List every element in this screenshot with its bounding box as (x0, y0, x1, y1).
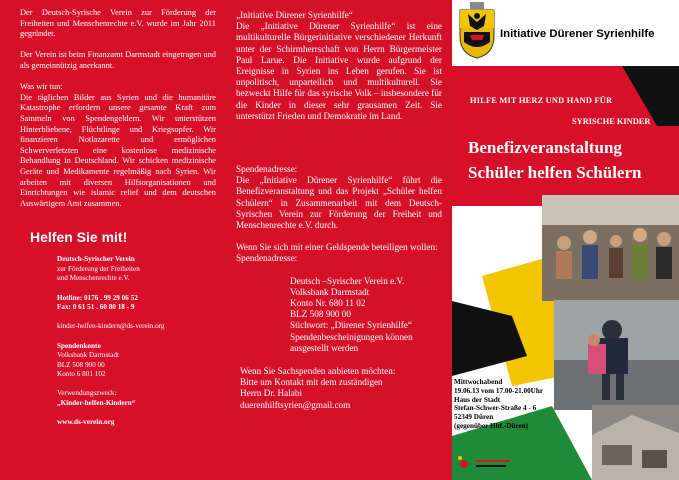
hotline: Hotline: 0176 . 99 29 06 52 (57, 293, 138, 302)
info-line: Mittwochabend (454, 378, 503, 386)
account-heading: Spendenkonto (57, 341, 101, 350)
address-line: Stichwort: „Dürener Syrienhilfe“ (290, 320, 412, 331)
info-line: Haus der Stadt (454, 395, 501, 404)
camp-photo (592, 405, 679, 480)
initiative-heading: „Initiative Dürener Syrienhilfe“ (236, 10, 353, 20)
cover-banner-shape (452, 66, 679, 206)
what-heading: Was wir tun: (20, 82, 63, 92)
contact-block (20, 255, 216, 427)
slogan-line-2: SYRISCHE KINDER (572, 117, 651, 126)
cover-panel (452, 0, 679, 480)
material-line: Wenn Sie Sachspenden anbieten möchten: (240, 366, 396, 377)
address-line: ausgestellt werden (290, 342, 359, 353)
coat-of-arms-icon (456, 2, 498, 60)
children-photo (542, 195, 679, 301)
what-we-do (20, 82, 216, 209)
donation-heading: Spendenadresse: (236, 164, 298, 175)
org-sub-2: und Menschenrechte e.V. (57, 274, 130, 283)
bank-blz: BLZ 508 900 00 (57, 360, 105, 369)
info-line: (gegenüber Hbf.-Düren) (454, 421, 529, 430)
bank-konto: Konto 6 801 102 (57, 369, 106, 378)
contact-email[interactable]: duerenhilftsyrien@gmail.com (240, 399, 351, 410)
event-title-2: Schüler helfen Schülern (468, 163, 642, 182)
purpose: „Kinder-helfen-Kindern“ (57, 398, 136, 407)
what-text: Die täglichen Bilder aus Syrien und die humanitäre Katastrophe erfordern unsere gesamte Kraft zum Sammeln von Spendengeldern. Wir unterstützen Hinterbliebene, Flüchtlinge und Kriegsopfer. Wir finanzieren Notlazarette und ermöglichen Schwerverletzten eine kostenlose medizinische Behandlung in Deutschland. Wir schicken medizinische Geräte und Medikamente regelmäßig nach Syrien. Wir arbeiten mit diversen Hilfsorganisationen und Einrichtungen wie islamic relief und dem deutschen Auswärtigem Amt zusammen. (20, 92, 216, 208)
initiative-section (236, 10, 442, 122)
event-info (452, 378, 556, 431)
purpose-label: Verwendungszweck: (57, 389, 117, 398)
middle-panel (226, 0, 452, 480)
material-line: Herrn Dr. Halabi (240, 388, 302, 399)
email-link[interactable]: kinder-helfen-kindern@ds-verein.org (57, 322, 165, 331)
org-sub-1: zur Förderung der Freiheiten (57, 264, 140, 273)
intro-paragraph-2: Der Verein ist beim Finanzamt Darmstadt eingetragen und als gemeinnützig anerkannt. (20, 50, 216, 70)
donation-section (236, 164, 442, 265)
address-line: Konto Nr. 680 11 02 (290, 298, 366, 309)
left-panel (0, 0, 226, 480)
refugee-photo (554, 300, 679, 410)
intro-paragraph-1: Der Deutsch-Syrische Verein zur Förderung der Freiheiten und Menschenrechte e.V. wurde im Jahr 2011 gegründet. (20, 8, 216, 39)
header-logo-area (452, 0, 679, 66)
event-title-1: Benefizveranstaltung (468, 138, 622, 157)
intro-text (20, 8, 216, 72)
website-link[interactable]: www.ds-verein.org (57, 418, 115, 427)
material-donation (236, 366, 442, 411)
donation-text: Die „Initiative Dürener Syrienhilfe“ führt die Benefizveranstaltung und das Projekt „Schüler helfen Schülern“ in Zusammenarbeit mit dem Deutsch-Syrischen Verein zur Förderung der Freiheit und Menschenrechte e.V. durch. (236, 175, 442, 231)
bank-name: Volksbank Darmstadt (57, 351, 119, 360)
initiative-text: Die „Initiative Dürener Syrienhilfe“ ist eine multikulturelle Bürgerinitiative verschiedener Herkunft unter der Schirmherrschaft von Herrn Bürgermeister Paul Larue. Die Initiative wurde aufgrund der Ereignisse in Syrien ins Leben gerufen. Sie ist unpolitisch, unparteilich und multikulturell. Sie bezweckt Hilfe für das syrische Volk – insbesondere für die Kinder in dieser sehr grausamen Zeit. Sie unterstützt Frieden und Demokratie im Land. (236, 21, 442, 121)
info-line: 52349 Düren (454, 413, 494, 422)
address-line: BLZ 508 900 00 (290, 309, 351, 320)
address-line: Volksbank Darmstadt (290, 286, 370, 297)
info-line: 19.06.13 vom 17.00-21.00Uhr (454, 386, 544, 395)
support-text: Wenn Sie sich mit einer Geldspende beteiligen wollen: (236, 242, 438, 253)
slogan-line-1: HILFE MIT HERZ UND HAND FÜR (470, 96, 613, 105)
help-heading: Helfen Sie mit! (30, 229, 128, 246)
donation-heading-2: Spendenadresse: (236, 253, 298, 264)
partner-logo-icon (454, 450, 514, 478)
fax: Fax: 0 61 51 . 60 80 18 - 9 (57, 302, 135, 311)
org-title: Initiative Dürener Syrienhilfe (500, 28, 655, 40)
info-line: Stefan-Schwer-Straße 4 - 6 (454, 404, 537, 413)
address-line: Deutsch –Syrischer Verein e.V. (290, 275, 405, 286)
org-name: Deutsch-Syrischer Verein (57, 255, 135, 264)
bank-address (236, 276, 442, 354)
material-line: Bitte um Kontakt mit dem zuständigen (240, 377, 383, 388)
address-line: Spendenbescheinigungen können (290, 331, 413, 342)
